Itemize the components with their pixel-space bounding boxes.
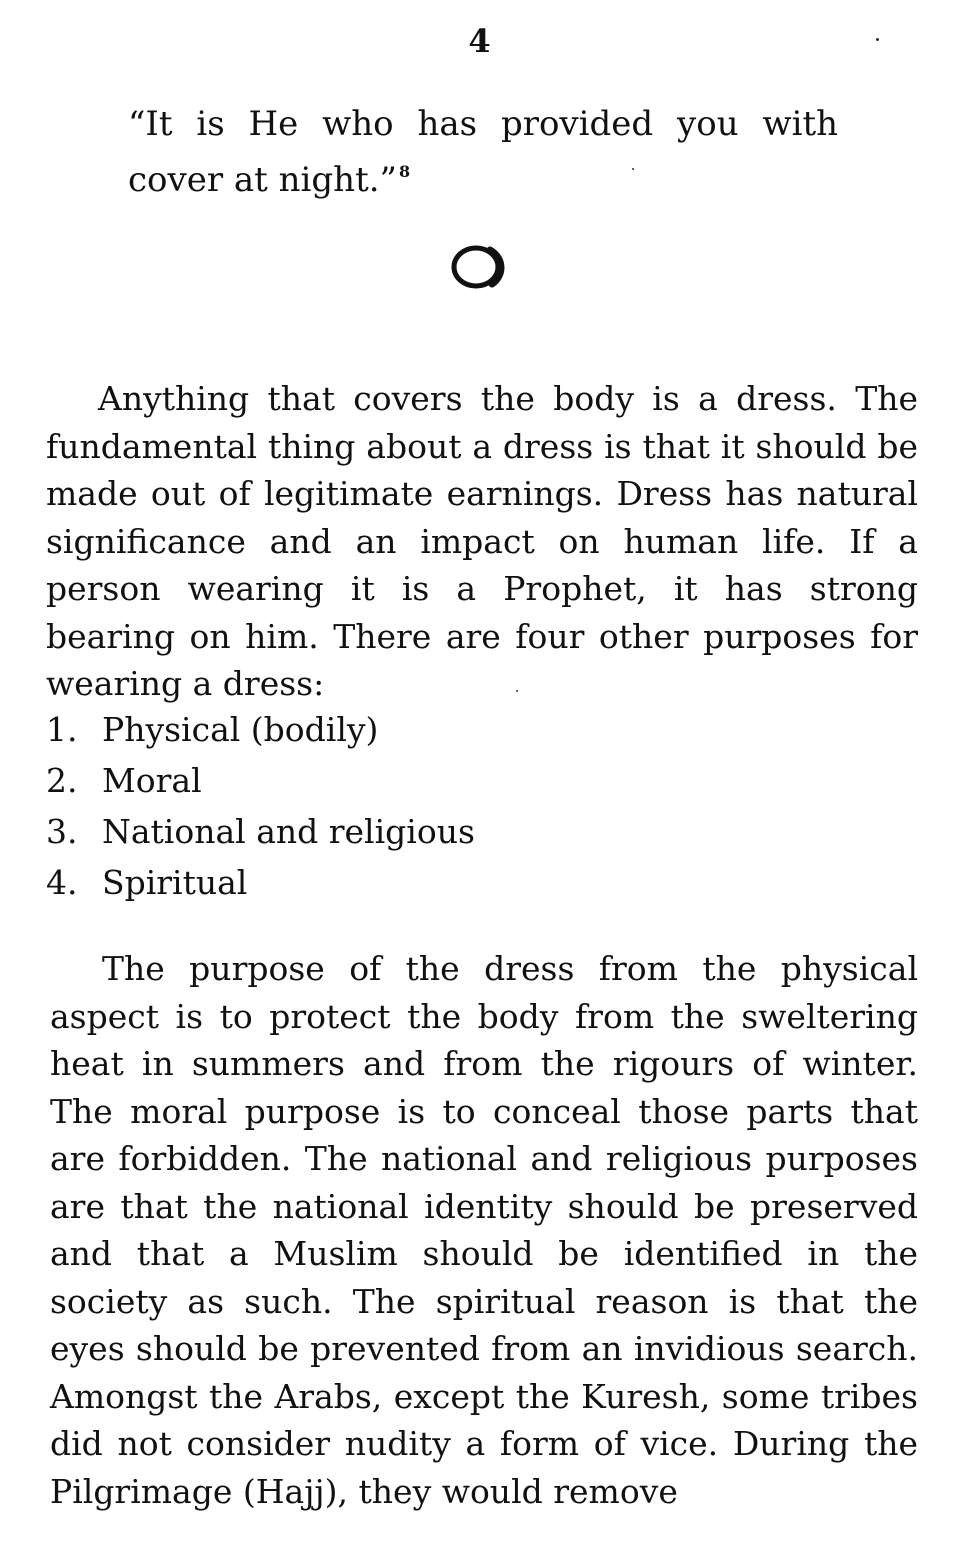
page-number: 4 <box>468 22 492 60</box>
scan-speck <box>876 38 879 41</box>
quote-block <box>128 100 838 204</box>
list-item <box>46 857 475 908</box>
list-item-label: National and religious <box>102 812 475 851</box>
list-item-number: 1. <box>46 710 78 749</box>
intro-paragraph: Anything that covers the body is a dress. The fundamental thing about a dress is that it should be made out of legitimate earnings. Dress has natural significance and an impact on human life. If a person wearing it is a Prophet, it has strong bearing on him. There are four other purposes for wearing a dress: <box>46 379 918 703</box>
scan-speck <box>516 690 518 692</box>
list-item-number: 3. <box>46 812 78 851</box>
list-item-number: 2. <box>46 761 78 800</box>
quote-text: “It is He who has provided you with cover at night.” <box>128 104 838 200</box>
scan-speck <box>632 168 634 170</box>
list-item-label: Spiritual <box>102 863 248 902</box>
list-item <box>46 806 475 857</box>
list-item-label: Moral <box>102 761 202 800</box>
purpose-list <box>46 704 475 908</box>
list-item <box>46 704 475 755</box>
footnote-reference: 8 <box>398 162 411 181</box>
list-item <box>46 755 475 806</box>
list-item-number: 4. <box>46 863 78 902</box>
list-item-label: Physical (bodily) <box>102 710 379 749</box>
purposes-paragraph: The purpose of the dress from the physical aspect is to protect the body from the sweltering heat in summers and from the rigours of winter. The moral purpose is to conceal those parts that are forbidden. The national and religious purposes are that the national identity should be preserved and that a Muslim should be identified in the society as such. The spiritual reason is that the eyes should be prevented from an invidious search. Amongst the Arabs, except the Kuresh, some tribes did not consider nudity a form of vice. During the Pilgrimage (Hajj), they would remove <box>50 949 918 1511</box>
crescent-circle-ornament-icon <box>450 238 506 294</box>
